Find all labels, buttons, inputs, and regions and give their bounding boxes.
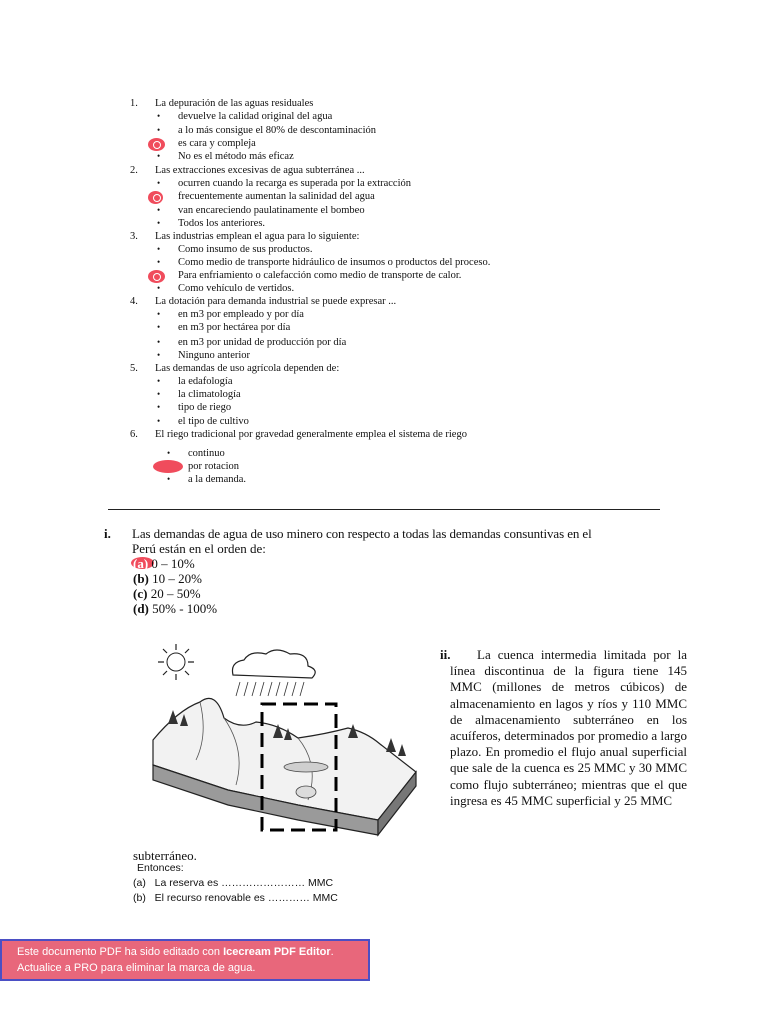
sun-icon [158, 644, 194, 680]
question-label: i. [104, 526, 111, 541]
question-text: Las industrias emplean el agua para lo siguiente: [155, 231, 360, 242]
watershed-figure [148, 640, 428, 840]
question-number: 5. [130, 363, 138, 374]
divider [108, 509, 660, 510]
option: devuelve la calidad original del agua [178, 111, 333, 122]
answer-mark [153, 460, 183, 473]
option: el tipo de cultivo [178, 416, 249, 427]
cloud-icon [232, 650, 315, 696]
question-continuation: subterráneo. [133, 848, 197, 863]
question-label: ii. [440, 647, 451, 662]
question-number: 6. [130, 429, 138, 440]
question-text: La dotación para demanda industrial se puede expresar ... [155, 296, 397, 307]
option-letter: (c) [133, 586, 148, 601]
answer-mark [148, 138, 165, 151]
option: en m3 por empleado y por día [178, 309, 304, 320]
option: 50% - 100% [152, 601, 218, 616]
option-letter: (b) [133, 571, 149, 586]
terrain-block [153, 698, 416, 835]
item-text: El recurso renovable es ………… MMC [154, 892, 338, 904]
item-text: La reserva es …………………… MMC [154, 877, 334, 889]
question-text: La cuenca intermedia limitada por la línea discontinua de la figura tiene 145 MMC (millones de metros cúbicos) de almacenamiento en lagos y ríos y 110 MMC de almacenamiento subterráneo en los acuíferos, determinados por promedio a largo plazo. En promedio el flujo anual superficial que sale de la cuenca es 25 MMC y 30 MMC como flujo subterráneo; mientras que el que ingresa es 45 MMC superficial y 25 MMC [450, 647, 687, 808]
question-number: 1. [130, 98, 138, 109]
option: van encareciendo paulatinamente el bombeo [178, 205, 365, 216]
option: 10 – 20% [152, 571, 202, 586]
option: a lo más consigue el 80% de descontaminación [178, 125, 376, 136]
question-text: Las extracciones excesivas de agua subterránea ... [155, 165, 365, 176]
question-text: Las demandas de uso agrícola dependen de: [155, 363, 340, 374]
question-text: Perú están en el orden de: [132, 541, 266, 556]
watermark-upgrade-text: Actualice a PRO para eliminar la marca de agua. [17, 962, 256, 974]
question-text: Las demandas de agua de uso minero con respecto a todas las demandas consuntivas en el [132, 526, 592, 541]
question-number: 3. [130, 231, 138, 242]
entonces-label: Entonces: [137, 862, 184, 874]
option: la edafología [178, 376, 233, 387]
answer-mark [148, 270, 165, 283]
option: 20 – 50% [150, 586, 201, 601]
option: la climatología [178, 389, 241, 400]
option: Todos los anteriores. [178, 218, 266, 229]
option: en m3 por unidad de producción por día [178, 337, 347, 348]
item-letter: (a) [133, 877, 146, 889]
option: a la demanda. [188, 474, 247, 485]
option: Como insumo de sus productos. [178, 244, 313, 255]
option: tipo de riego [178, 402, 232, 413]
option-letter: (d) [133, 601, 149, 616]
option: 0 – 10% [151, 556, 195, 571]
question-number: 2. [130, 165, 138, 176]
option: es cara y compleja [178, 138, 256, 149]
option: frecuentemente aumentan la salinidad del agua [178, 191, 375, 202]
question-number: 4. [130, 296, 138, 307]
item-letter: (b) [133, 892, 146, 904]
option: Como medio de transporte hidráulico de insumos o productos del proceso. [178, 257, 491, 268]
option: ocurren cuando la recarga es superada por la extracción [178, 178, 412, 189]
question-text: El riego tradicional por gravedad generalmente emplea el sistema de riego [155, 429, 467, 440]
option: Para enfriamiento o calefacción como medio de transporte de calor. [178, 270, 462, 281]
watermark-brand[interactable]: Icecream PDF Editor [223, 946, 331, 958]
watermark-period: . [330, 946, 334, 958]
option: Como vehículo de vertidos. [178, 283, 295, 294]
answer-mark [148, 191, 163, 204]
watermark-text: Este documento PDF ha sido editado con [17, 946, 224, 958]
option-letter: (a) [133, 556, 149, 571]
option: por rotacion [188, 461, 240, 472]
option: continuo [188, 448, 225, 459]
option: en m3 por hectárea por día [178, 322, 291, 333]
question-text: La depuración de las aguas residuales [155, 98, 314, 109]
option: Ninguno anterior [178, 350, 251, 361]
option: No es el método más eficaz [178, 151, 294, 162]
watermark-banner[interactable] [0, 939, 370, 981]
